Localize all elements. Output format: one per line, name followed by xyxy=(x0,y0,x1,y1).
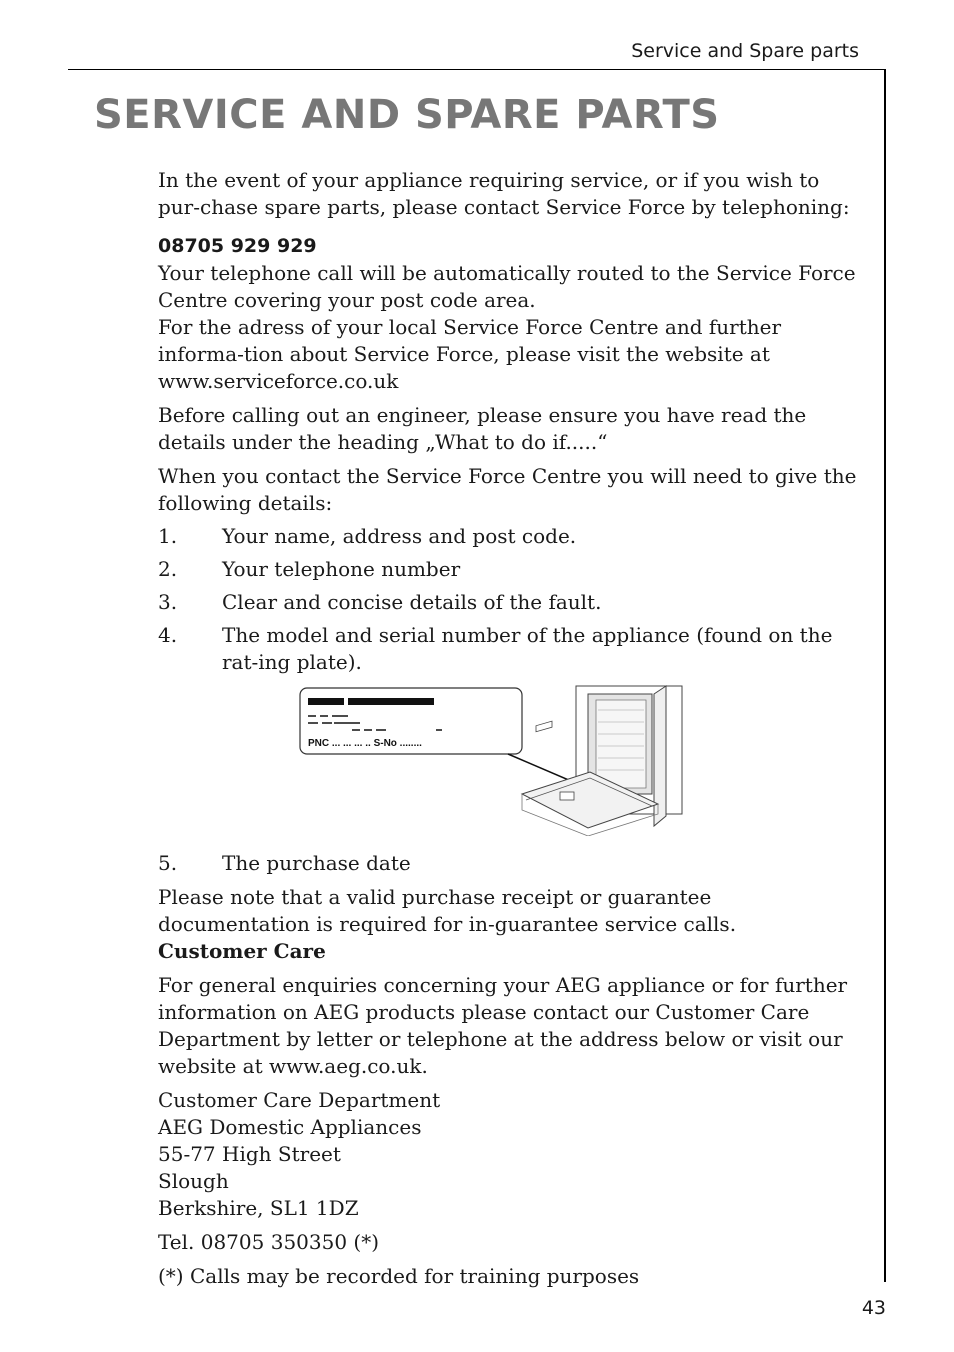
address-info-paragraph: For the adress of your local Service Force Centre and further informa-tion about Service Force, please visit the website at xyxy=(158,315,782,366)
address-line: Berkshire, SL1 1DZ xyxy=(158,1196,359,1220)
list-item xyxy=(158,622,858,676)
address-line: 55-77 High Street xyxy=(158,1142,341,1166)
page-number: 43 xyxy=(861,1297,886,1319)
rating-plate-text: PNC ... ... ... .. S-No ........ xyxy=(308,738,422,749)
before-calling-paragraph: Before calling out an engineer, please ensure you have read the details under the heading „What to do if.....“ xyxy=(158,403,807,454)
list-number: 4. xyxy=(158,623,178,647)
address-line: AEG Domestic Appliances xyxy=(158,1115,422,1139)
list-text: Your name, address and post code. xyxy=(222,524,577,548)
list-number: 2. xyxy=(158,557,178,581)
page-title: SERVICE AND SPARE PARTS xyxy=(94,92,720,138)
customer-care-tel: Tel. 08705 350350 (*) xyxy=(158,1230,380,1254)
list-text: The model and serial number of the appliance (found on the rat-ing plate). xyxy=(222,623,833,674)
routing-paragraph: Your telephone call will be automatically routed to the Service Force Centre covering your post code area. xyxy=(158,261,856,312)
running-header: Service and Spare parts xyxy=(631,40,859,62)
list-item xyxy=(158,850,858,877)
list-text: Clear and concise details of the fault. xyxy=(222,590,602,614)
receipt-note: Please note that a valid purchase receipt or guarantee documentation is required for in-guarantee service calls. xyxy=(158,885,737,936)
margin-rule xyxy=(884,69,886,1282)
body-text xyxy=(158,167,858,1290)
intro-paragraph: In the event of your appliance requiring service, or if you wish to pur-chase spare parts, please contact Service Force by telephoning: xyxy=(158,168,850,219)
customer-care-heading: Customer Care xyxy=(158,939,326,963)
list-number: 3. xyxy=(158,590,178,614)
service-website: www.serviceforce.co.uk xyxy=(158,369,399,393)
address-line: Slough xyxy=(158,1169,229,1193)
list-item xyxy=(158,556,858,583)
address-line: Customer Care Department xyxy=(158,1088,441,1112)
details-intro-paragraph: When you contact the Service Force Centre you will need to give the following details: xyxy=(158,464,857,515)
list-text: The purchase date xyxy=(222,851,411,875)
list-item xyxy=(158,523,858,550)
list-text: Your telephone number xyxy=(222,557,461,581)
customer-care-paragraph: For general enquiries concerning your AEG appliance or for further information on AEG products please contact our Customer Care Department by letter or telephone at the address below or visit our website at www.aeg.co.uk. xyxy=(158,973,848,1078)
recording-note: (*) Calls may be recorded for training purposes xyxy=(158,1264,640,1288)
header-rule xyxy=(68,69,886,70)
dishwasher-illustration xyxy=(298,676,688,836)
rating-plate-figure xyxy=(0,676,858,844)
list-item xyxy=(158,589,858,616)
service-phone: 08705 929 929 xyxy=(158,235,317,257)
list-number: 1. xyxy=(158,524,178,548)
list-number: 5. xyxy=(158,851,178,875)
